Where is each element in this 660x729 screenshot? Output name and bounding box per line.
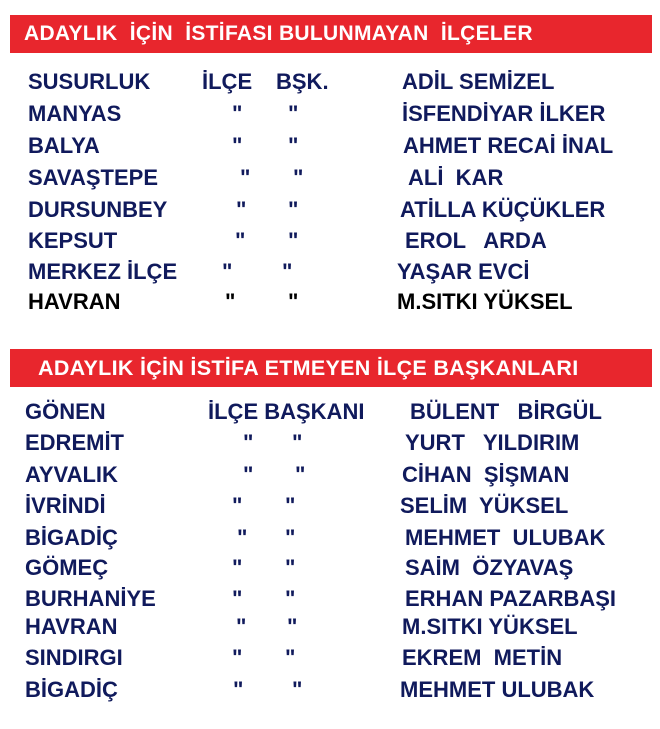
title-cell-2: "	[285, 586, 296, 611]
title-cell: "	[232, 101, 243, 126]
district-cell: AYVALIK	[25, 462, 118, 487]
name-cell: YAŞAR EVCİ	[397, 259, 530, 284]
list-row	[0, 553, 660, 583]
list-row	[0, 287, 660, 317]
title-cell-2: BŞK.	[276, 69, 329, 94]
list-row	[0, 131, 660, 161]
title-cell-2: "	[285, 493, 296, 518]
district-cell: BİGADİÇ	[25, 525, 118, 550]
title-cell-2: "	[288, 197, 299, 222]
title-cell: "	[232, 493, 243, 518]
list-row	[0, 491, 660, 521]
title-cell: "	[236, 614, 247, 639]
title-cell: "	[232, 555, 243, 580]
name-cell: ADİL SEMİZEL	[402, 69, 555, 94]
district-cell: BURHANİYE	[25, 586, 156, 611]
title-cell-2: "	[288, 101, 299, 126]
section2-title: ADAYLIK İÇİN İSTİFA ETMEYEN İLÇE BAŞKANLARI	[38, 355, 579, 380]
name-cell: EKREM METİN	[402, 645, 563, 670]
title-cell-2: "	[285, 645, 296, 670]
name-cell: ERHAN PAZARBAŞI	[405, 586, 617, 611]
section1-title: ADAYLIK İÇİN İSTİFASI BULUNMAYAN İLÇELER	[24, 22, 533, 45]
district-cell: MANYAS	[28, 101, 122, 126]
list-row	[0, 397, 660, 427]
district-cell: GÖNEN	[25, 399, 106, 424]
name-cell: M.SITKI YÜKSEL	[402, 614, 578, 639]
list-row	[0, 195, 660, 225]
title-cell: "	[243, 430, 254, 455]
list-row	[0, 460, 660, 490]
name-cell: BÜLENT BİRGÜL	[410, 399, 602, 424]
title-cell-2: "	[287, 614, 298, 639]
title-cell-2: "	[292, 677, 303, 702]
name-cell: İSFENDİYAR İLKER	[402, 101, 606, 126]
title-cell: "	[232, 645, 243, 670]
title-cell: "	[235, 228, 246, 253]
title-cell: "	[222, 259, 233, 284]
name-cell: SELİM YÜKSEL	[400, 493, 569, 518]
list-row	[0, 584, 660, 614]
title-cell-2: "	[288, 289, 299, 314]
district-cell: MERKEZ İLÇE	[28, 259, 178, 284]
title-cell-2: "	[288, 133, 299, 158]
section2-title-banner	[10, 349, 652, 387]
district-cell: BİGADİÇ	[25, 677, 118, 702]
district-cell: İVRİNDİ	[25, 493, 106, 518]
list-row	[0, 99, 660, 129]
list-row	[0, 257, 660, 287]
list-row	[0, 226, 660, 256]
title-cell-2: "	[285, 525, 296, 550]
district-cell: HAVRAN	[28, 289, 121, 314]
name-cell: YURT YILDIRIM	[405, 430, 580, 455]
list-row	[0, 428, 660, 458]
title-cell: "	[232, 133, 243, 158]
title-cell: İLÇE	[202, 69, 253, 94]
name-cell: M.SITKI YÜKSEL	[397, 289, 573, 314]
district-cell: DURSUNBEY	[28, 197, 168, 222]
list-row	[0, 675, 660, 705]
name-cell: SAİM ÖZYAVAŞ	[405, 555, 574, 580]
district-cell: EDREMİT	[25, 430, 124, 455]
district-cell: BALYA	[28, 133, 100, 158]
list-row	[0, 163, 660, 193]
title-cell: "	[237, 525, 248, 550]
district-cell: GÖMEÇ	[25, 555, 109, 580]
title-cell-2: "	[292, 430, 303, 455]
title-cell-2: "	[293, 165, 304, 190]
name-cell: ATİLLA KÜÇÜKLER	[400, 197, 606, 222]
list-row	[0, 67, 660, 97]
list-row	[0, 612, 660, 642]
title-cell: "	[243, 462, 254, 487]
title-cell: "	[240, 165, 251, 190]
district-cell: SAVAŞTEPE	[28, 165, 158, 190]
title-cell: "	[233, 677, 244, 702]
title-cell: "	[225, 289, 236, 314]
name-cell: EROL ARDA	[405, 228, 547, 253]
title-cell-2: "	[282, 259, 293, 284]
district-cell: HAVRAN	[25, 614, 118, 639]
title-cell-2: "	[288, 228, 299, 253]
title-cell: "	[232, 586, 243, 611]
title-cell: İLÇE BAŞKANI	[208, 399, 365, 424]
title-cell: "	[236, 197, 247, 222]
name-cell: MEHMET ULUBAK	[400, 677, 595, 702]
district-cell: SUSURLUK	[28, 69, 151, 94]
title-cell-2: "	[285, 555, 296, 580]
district-cell: SINDIRGI	[25, 645, 123, 670]
name-cell: AHMET RECAİ İNAL	[403, 133, 614, 158]
district-cell: KEPSUT	[28, 228, 118, 253]
title-cell-2: "	[295, 462, 306, 487]
name-cell: CİHAN ŞİŞMAN	[402, 462, 570, 487]
list-row	[0, 523, 660, 553]
name-cell: ALİ KAR	[408, 165, 504, 190]
section1-title-banner	[10, 15, 652, 53]
name-cell: MEHMET ULUBAK	[405, 525, 606, 550]
list-row	[0, 643, 660, 673]
